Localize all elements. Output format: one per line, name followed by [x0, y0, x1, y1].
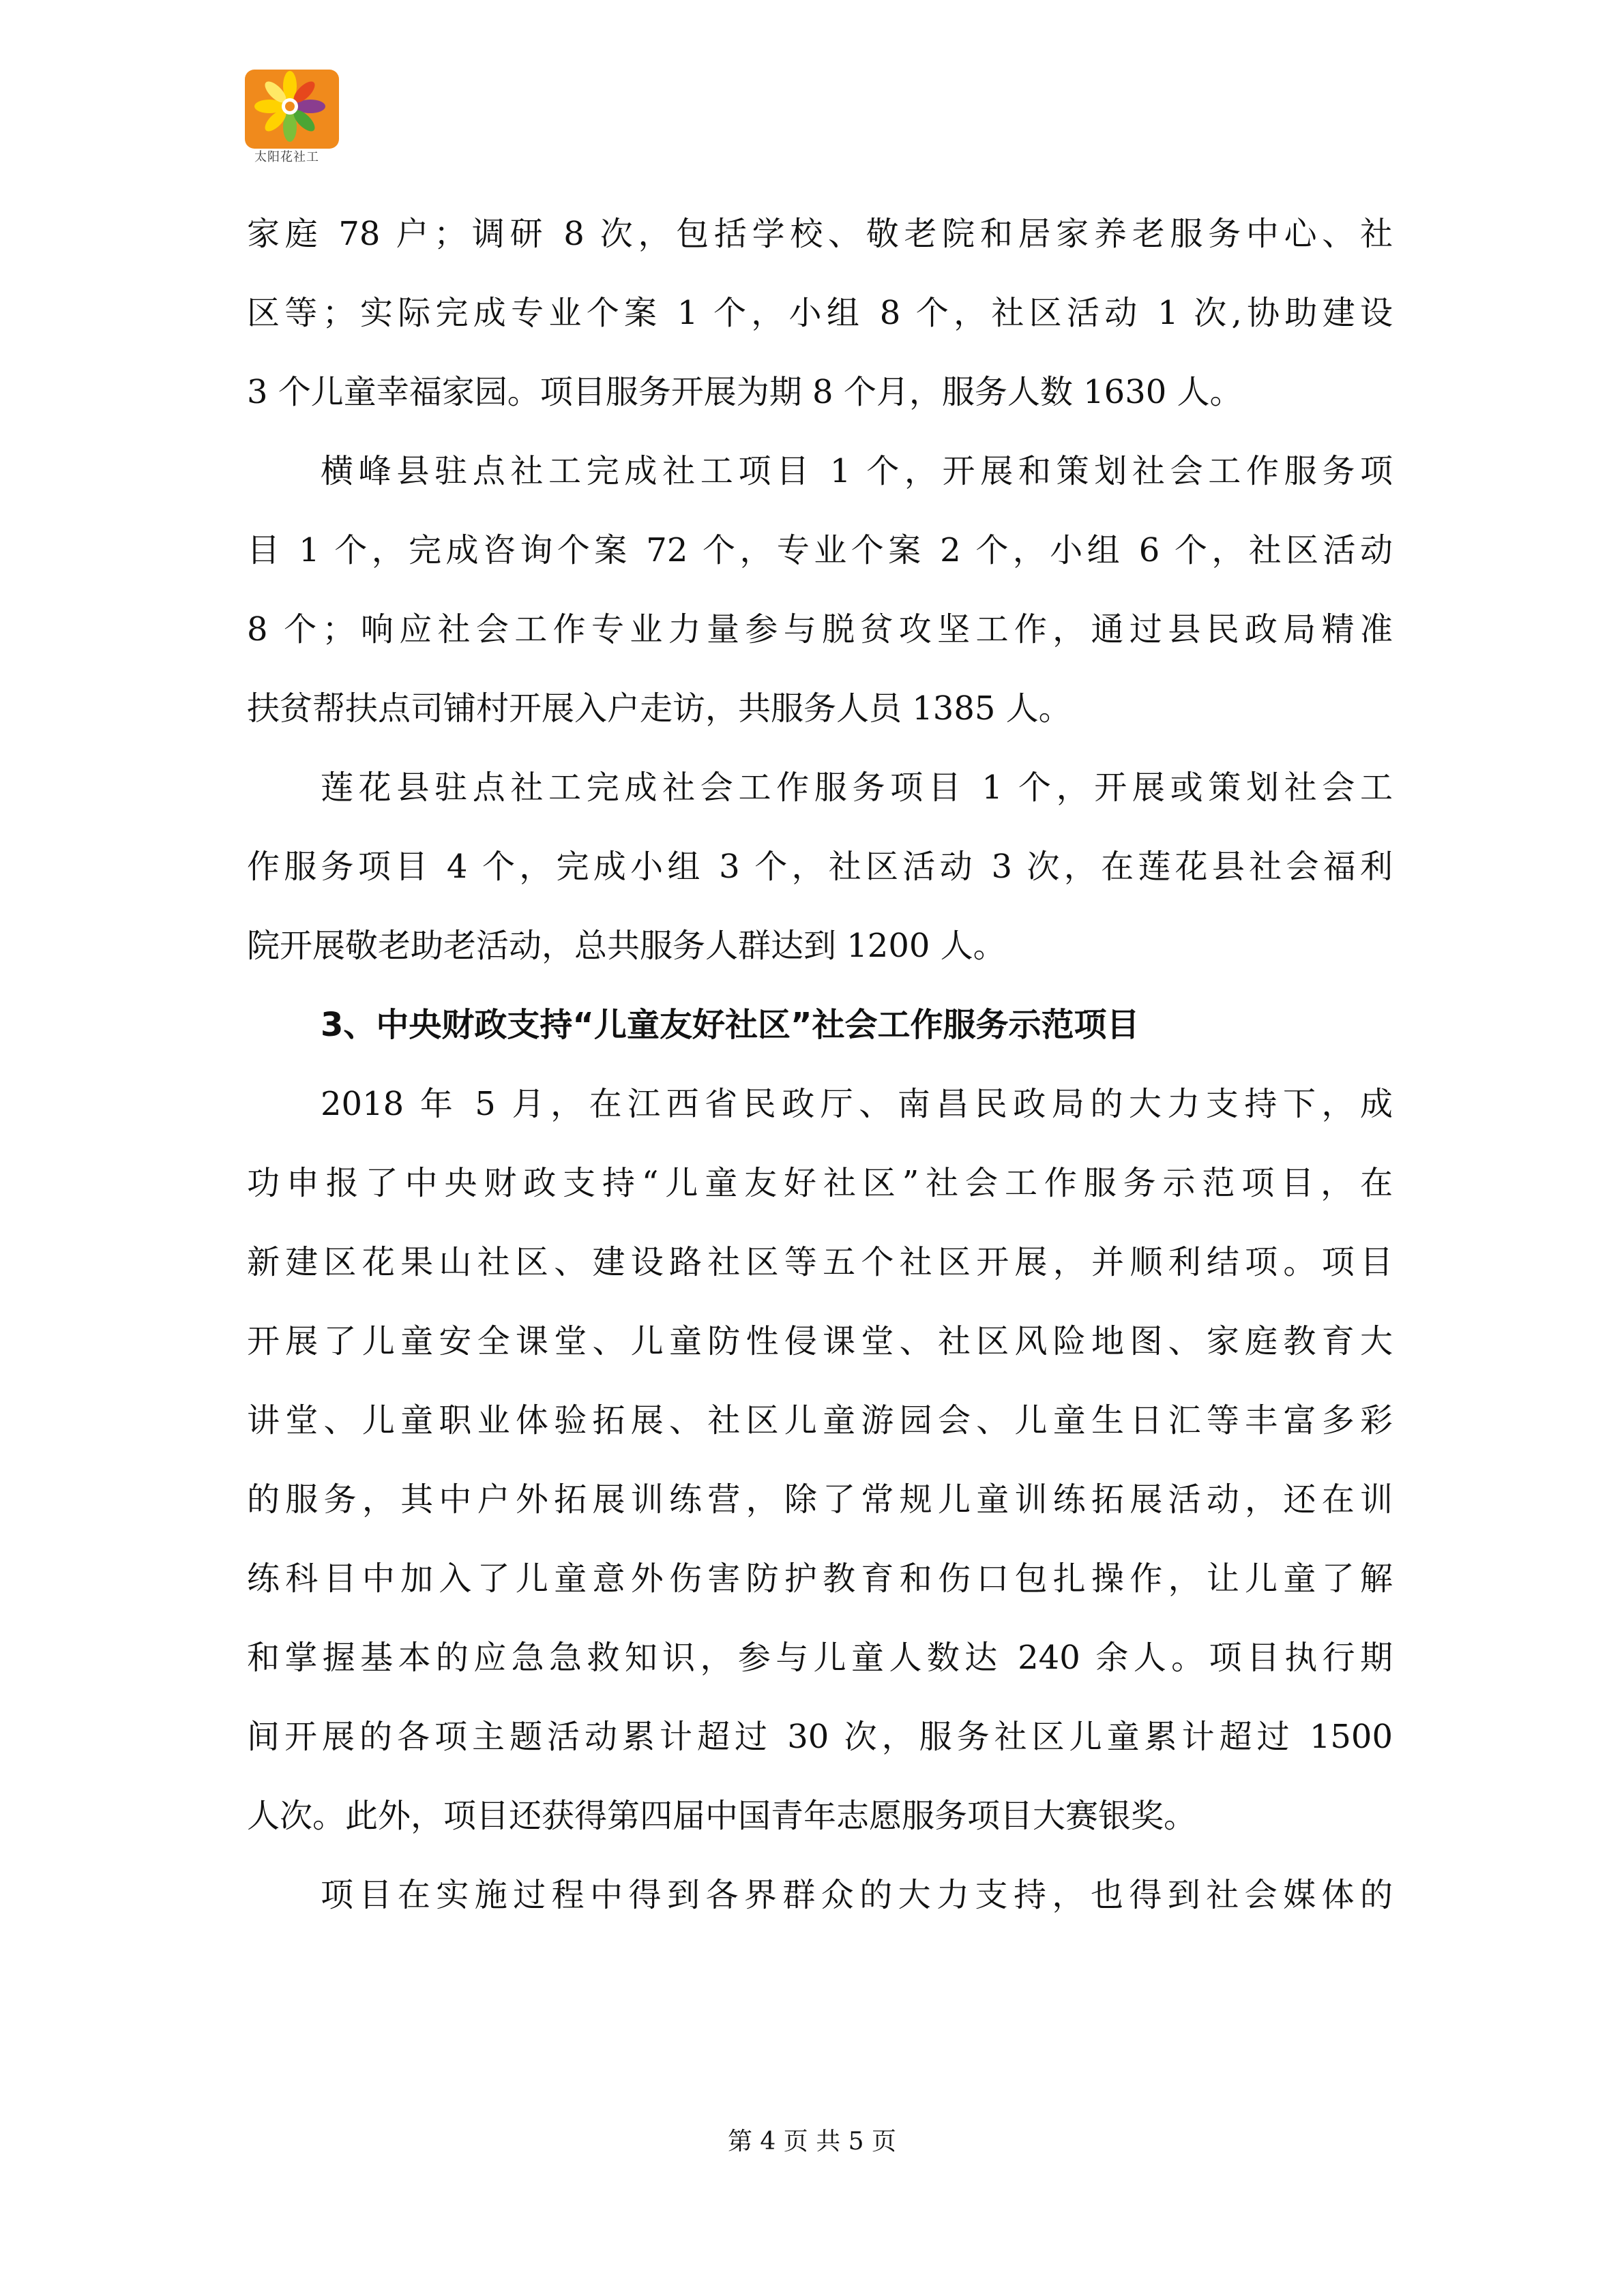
logo-text: 太阳花社工	[254, 150, 319, 164]
body-text-line: 8 个；响应社会工作专业力量参与脱贫攻坚工作，通过县民政局精准	[247, 610, 1393, 648]
body-text-line: 项目在实施过程中得到各界群众的大力支持，也得到社会媒体的	[321, 1876, 1393, 1914]
body-text-line: 3 个儿童幸福家园。项目服务开展为期 8 个月，服务人数 1630 人。	[247, 373, 1243, 411]
body-text-line: 2018 年 5 月，在江西省民政厅、南昌民政局的大力支持下，成	[321, 1085, 1393, 1123]
body-text-line: 区等；实际完成专业个案 1 个，小组 8 个，社区活动 1 次,协助建设	[247, 294, 1393, 332]
body-text-line: 家庭 78 户；调研 8 次，包括学校、敬老院和居家养老服务中心、社	[247, 215, 1393, 253]
logo	[242, 67, 344, 169]
body-text-line: 作服务项目 4 个，完成小组 3 个，社区活动 3 次，在莲花县社会福利	[247, 848, 1393, 886]
body-text-line: 扶贫帮扶点司铺村开展入户走访，共服务人员 1385 人。	[247, 689, 1072, 728]
body-text-line: 横峰县驻点社工完成社工项目 1 个，开展和策划社会工作服务项	[321, 452, 1393, 490]
body-text-line: 和掌握基本的应急急救知识，参与儿童人数达 240 余人。项目执行期	[247, 1639, 1393, 1677]
body-text-line: 新建区花果山社区、建设路社区等五个社区开展，并顺利结项。项目	[247, 1243, 1393, 1281]
body-text-line: 开展了儿童安全课堂、儿童防性侵课堂、社区风险地图、家庭教育大	[247, 1322, 1393, 1360]
body-text-line: 院开展敬老助老活动，总共服务人群达到 1200 人。	[247, 927, 1006, 965]
body-text-line: 练科目中加入了儿童意外伤害防护教育和伤口包扎操作，让儿童了解	[247, 1560, 1393, 1598]
body-text-line: 目 1 个，完成咨询个案 72 个，专业个案 2 个，小组 6 个，社区活动	[247, 531, 1393, 569]
body-text-line: 间开展的各项主题活动累计超过 30 次，服务社区儿童累计超过 1500	[247, 1718, 1393, 1756]
section-heading: 3、中央财政支持“儿童友好社区”社会工作服务示范项目	[321, 1006, 1140, 1044]
body-text-line: 功申报了中央财政支持“儿童友好社区”社会工作服务示范项目，在	[247, 1164, 1393, 1202]
body-text-line: 的服务，其中户外拓展训练营，除了常规儿童训练拓展活动，还在训	[247, 1480, 1393, 1519]
body-text-line: 人次。此外，项目还获得第四届中国青年志愿服务项目大赛银奖。	[247, 1797, 1197, 1835]
body-text-line: 讲堂、儿童职业体验拓展、社区儿童游园会、儿童生日汇等丰富多彩	[247, 1401, 1393, 1440]
body-text-line: 莲花县驻点社工完成社会工作服务项目 1 个，开展或策划社会工	[321, 769, 1393, 807]
page-footer: 第 4 页 共 5 页	[727, 2128, 897, 2156]
